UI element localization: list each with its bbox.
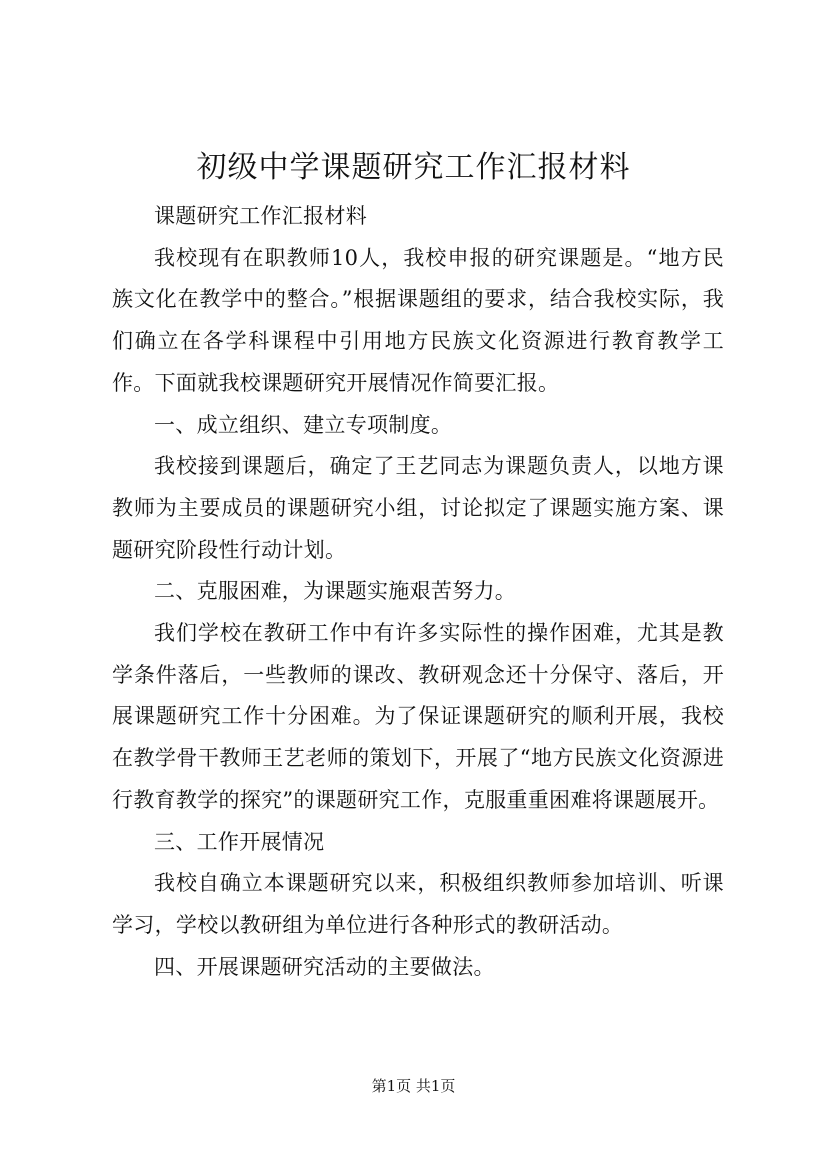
section-heading-3: 三、工作开展情况 bbox=[154, 829, 325, 854]
paragraph-section-1: 我校接到课题后，确定了王艺同志为课题负责人，以地方课教师为主要成员的课题研究小组，讨论拟定了课题实施方案、课题研究阶段性行动计划。 bbox=[112, 454, 724, 562]
page-number-footer: 第1页 共1页 bbox=[371, 1077, 456, 1095]
paragraph-section-2: 我们学校在教研工作中有许多实际性的操作困难，尤其是教学条件落后，一些教师的课改、教研观念还十分保守、落后，开展课题研究工作十分困难。为了保证课题研究的顺利开展，我校在教学骨干教师王艺老师的策划下，开展了“地方民族文化资源进行教育教学的探究”的课题研究工作，克服重重困难将课题展开。 bbox=[112, 621, 724, 812]
section-heading-1: 一、成立组织、建立专项制度。 bbox=[154, 412, 453, 437]
paragraph-intro: 我校现有在职教师10人，我校申报的研究课题是。“地方民族文化在教学中的整合。”根据课题组的要求，结合我校实际，我们确立在各学科课程中引用地方民族文化资源进行教育教学工作。下面就我校课题研究开展情况作简要汇报。 bbox=[112, 245, 724, 395]
section-heading-2: 二、克服困难，为课题实施艰苦努力。 bbox=[154, 579, 517, 604]
section-heading-4: 四、开展课题研究活动的主要做法。 bbox=[154, 954, 495, 979]
document-body bbox=[112, 196, 724, 988]
paragraph-subtitle: 课题研究工作汇报材料 bbox=[154, 204, 367, 228]
paragraph-section-3: 我校自确立本课题研究以来，积极组织教师参加培训、听课学习，学校以教研组为单位进行各种形式的教研活动。 bbox=[112, 871, 724, 937]
document-title: 初级中学课题研究工作汇报材料 bbox=[196, 150, 631, 185]
